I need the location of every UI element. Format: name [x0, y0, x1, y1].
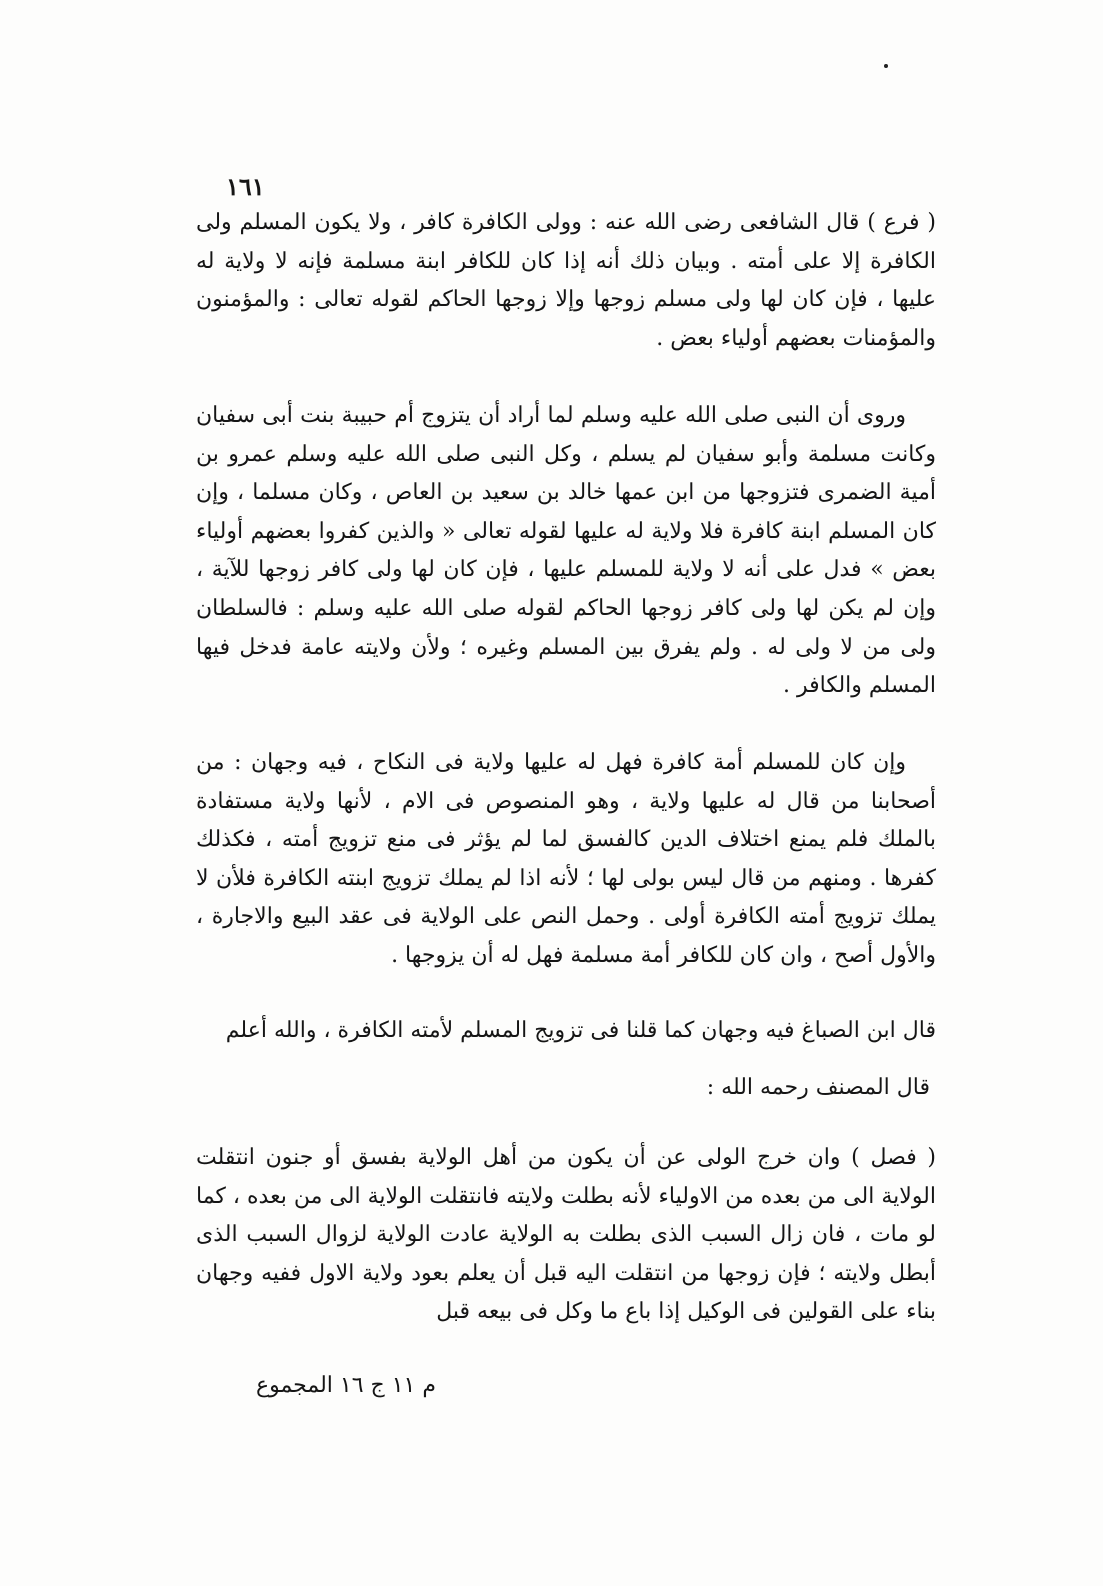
paragraph-text: ( فصل ) وان خرج الولى عن أن يكون من أهل الولاية بفسق أو جنون انتقلت الولاية الى من بعده من الاولياء لأنه بطلت ولايته فانتقلت الولاية الى من بعده ، كما لو مات ، فان زال السبب الذى بطلت به الولاية عادت الولاية لزوال السبب الذى أبطل ولايته ؛ فإن زوجها من انتقلت اليه قبل أن يعلم بعود ولاية الاول ففيه وجهان بناء على القولين فى الوكيل إذا باع ما وكل فى بيعه قبل: [196, 1145, 936, 1325]
paragraph-3: [196, 744, 936, 976]
section-heading: قال المصنف رحمه الله :: [706, 1075, 930, 1100]
paragraph-text: ( فرع ) قال الشافعى رضى الله عنه : وولى الكافرة كافر ، ولا يكون المسلم ولى الكافرة إلا على أمته . وبيان ذلك أنه إذا كان للكافر ابنة مسلمة فإنه لا ولاية له عليها ، فإن كان لها ولى مسلم زوجها وإلا زوجها الحاكم لقوله تعالى : والمؤمنون والمؤمنات بعضهم أولياء بعض .: [196, 210, 936, 351]
scan-speck: [884, 64, 888, 68]
paragraph-4: [196, 1012, 936, 1051]
paragraph-text: وروى أن النبى صلى الله عليه وسلم لما أراد أن يتزوج أم حبيبة بنت أبى سفيان وكانت مسلمة وأبو سفيان لم يسلم ، وكل النبى صلى الله عليه وسلم عمرو بن أمية الضمرى فتزوجها من ابن عمها خالد بن سعيد بن العاص ، وكان مسلما ، وإن كان المسلم ابنة كافرة فلا ولاية له عليها لقوله تعالى « والذين كفروا بعضهم أولياء بعض » فدل على أنه لا ولاية للمسلم عليها ، فإن كان لها ولى كافر زوجها للآية ، وإن لم يكن لها ولى كافر زوجها الحاكم لقوله صلى الله عليه وسلم : فالسلطان ولى من لا ولى له . ولم يفرق بين المسلم وغيره ؛ ولأن ولايته عامة فدخل فيها المسلم والكافر .: [196, 403, 936, 699]
paragraph-2: [196, 397, 936, 706]
paragraph-text: قال ابن الصباغ فيه وجهان كما قلنا فى تزويج المسلم لأمته الكافرة ، والله أعلم: [225, 1018, 936, 1043]
paragraph-1: [196, 204, 936, 358]
footer-signature: م ١١ ج ١٦ المجموع: [255, 1373, 436, 1398]
paragraph-5: [196, 1139, 936, 1332]
paragraph-text: وإن كان للمسلم أمة كافرة فهل له عليها ولاية فى النكاح ، فيه وجهان : من أصحابنا من قال له عليها ولاية ، وهو المنصوص فى الام ، لأنها ولاية مستفادة بالملك فلم يمنع اختلاف الدين كالفسق لما لم يؤثر فى منع تزويج أمته ، فكذلك كفرها . ومنهم من قال ليس بولى لها ؛ لأنه اذا لم يملك تزويج ابنته الكافرة فلأن لا يملك تزويج أمته الكافرة أولى . وحمل النص على الولاية فى عقد البيع والاجارة ، والأول أصح ، وان كان للكافر أمة مسلمة فهل له أن يزوجها .: [196, 750, 936, 968]
page-number: ١٦١: [226, 172, 265, 201]
